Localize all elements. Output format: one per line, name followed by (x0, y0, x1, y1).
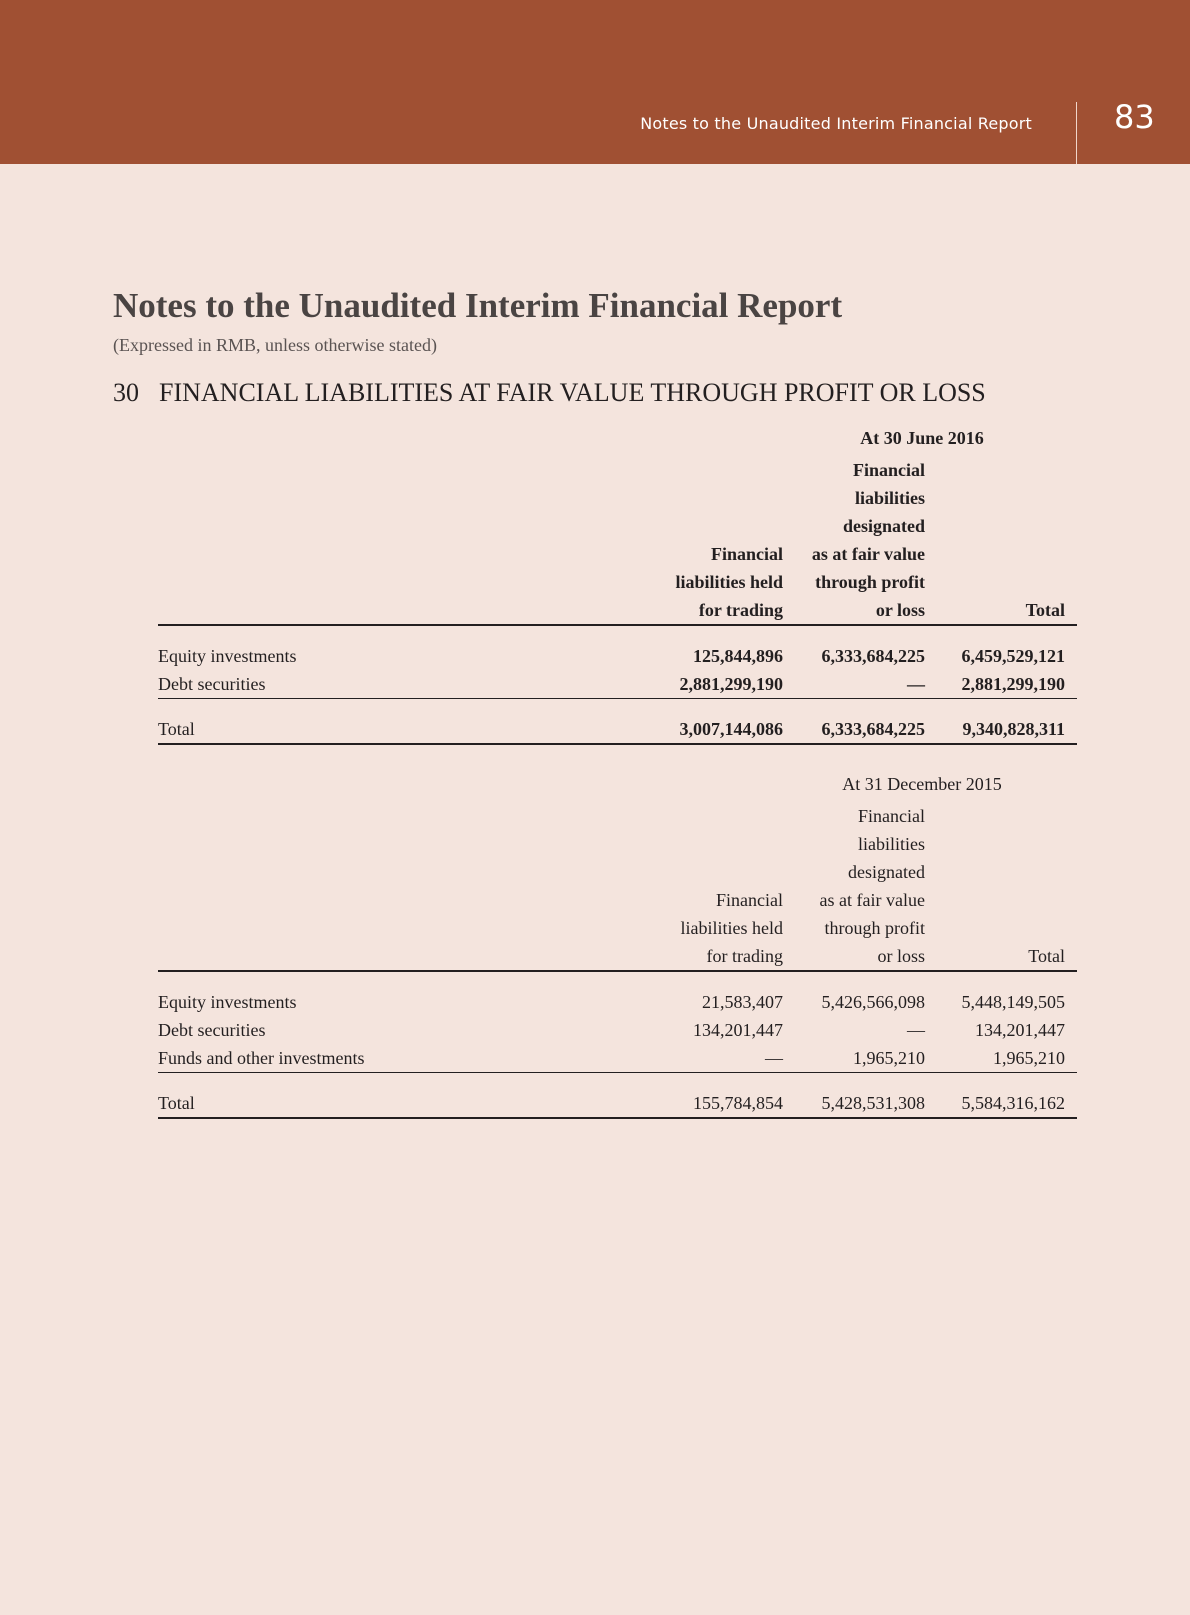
period-label: At 30 June 2016 (860, 428, 984, 448)
header-band (0, 0, 1190, 164)
column-header-total: Total (1025, 600, 1065, 620)
table-2015 (158, 774, 1077, 1119)
page-number: 83 (1114, 98, 1155, 136)
table-2016 (158, 428, 1077, 745)
section-heading (113, 378, 986, 408)
period-label: At 31 December 2015 (842, 774, 1002, 794)
running-title: Notes to the Unaudited Interim Financial Report (640, 114, 1032, 133)
table-row: Equity investments 125,844,896 6,333,684,225 6,459,529,121 (158, 646, 1065, 666)
section-title: FINANCIAL LIABILITIES AT FAIR VALUE THROUGH PROFIT OR LOSS (159, 378, 986, 407)
column-header-total: Total (1028, 946, 1065, 966)
column-header-designated: Financial liabilities designated as at fair value through profit or loss (811, 460, 925, 620)
header-divider (1076, 102, 1077, 164)
table-header (158, 428, 1077, 624)
total-row: Total 155,784,854 5,428,531,308 5,584,316,162 (158, 1093, 1065, 1113)
column-header-held-for-trading: Financial liabilities held for trading (675, 544, 783, 620)
total-row: Total 3,007,144,086 6,333,684,225 9,340,828,311 (158, 719, 1065, 739)
table-row: Debt securities 134,201,447 — 134,201,447 (158, 1020, 1065, 1040)
page-title: Notes to the Unaudited Interim Financial Report (113, 286, 843, 325)
column-header-designated: Financial liabilities designated as at fair value through profit or loss (819, 806, 925, 966)
total-rule (158, 1117, 1077, 1119)
section-number: 30 (113, 378, 139, 407)
table-row: Debt securities 2,881,299,190 — 2,881,299,190 (158, 674, 1065, 694)
table-row: Funds and other investments — 1,965,210 1,965,210 (158, 1048, 1065, 1068)
table-row: Equity investments 21,583,407 5,426,566,098 5,448,149,505 (158, 992, 1065, 1012)
total-rule (158, 743, 1077, 745)
table-header (158, 774, 1077, 970)
column-header-held-for-trading: Financial liabilities held for trading (680, 890, 783, 966)
page-subtitle: (Expressed in RMB, unless otherwise stated) (113, 335, 437, 355)
